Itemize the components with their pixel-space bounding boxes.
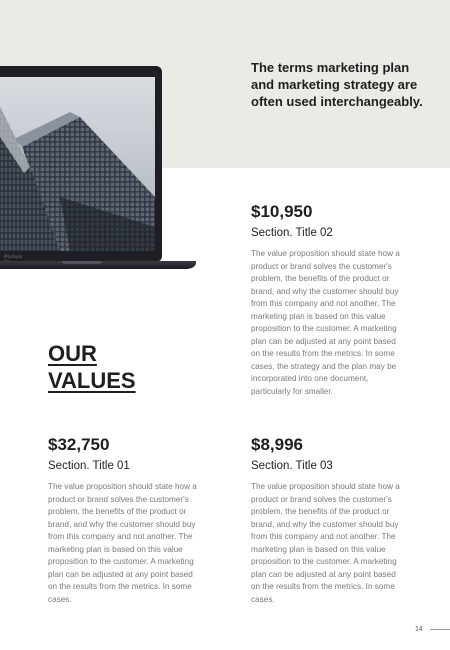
laptop-brand-label: MacBook bbox=[4, 254, 23, 259]
laptop-screen-image bbox=[0, 77, 155, 251]
building-photo bbox=[0, 77, 155, 251]
section-01-body: The value proposition should state how a product or brand solves the customer's problem, the benefits of the product or brand, and why the customer should buy from this company and not another. The marketing plan is based on this value proposition to the customer. A marketing plan can be adjusted at any point based on the results from the metrics. In some cases. bbox=[48, 482, 197, 604]
page-number: 14 bbox=[415, 626, 423, 633]
section-02-price: $10,950 bbox=[251, 202, 313, 221]
section-01-price: $32,750 bbox=[48, 435, 110, 454]
section-01-title: Section. Title 01 bbox=[48, 460, 130, 472]
section-03-body: The value proposition should state how a product or brand solves the customer's problem, the benefits of the product or brand, and why the customer should buy from this company and not another. The marketing plan is based on this value proposition to the customer. A marketing plan can be adjusted at any point based on the results from the metrics. In some cases. bbox=[251, 482, 400, 604]
headline: The terms marketing plan and marketing strategy are often used interchangeably. bbox=[251, 60, 423, 109]
section-02-title: Section. Title 02 bbox=[251, 227, 333, 239]
laptop-notch bbox=[62, 261, 102, 264]
section-03-price: $8,996 bbox=[251, 435, 303, 454]
values-title bbox=[48, 340, 136, 394]
section-03-title: Section. Title 03 bbox=[251, 460, 333, 472]
values-title-line2: VALUES bbox=[48, 368, 136, 393]
page-number-rule bbox=[430, 629, 450, 630]
values-title-line1: OUR bbox=[48, 341, 97, 366]
section-02-body: The value proposition should state how a product or brand solves the customer's problem, the benefits of the product or brand, and why the customer should buy from this company and not another. The marketing plan is based on this value proposition to the customer. A marketing plan can be adjusted at any point based on the results from the metrics. In some cases, the strategy and the plan may be incorporated into one document, particularly for smaller. bbox=[251, 249, 400, 396]
